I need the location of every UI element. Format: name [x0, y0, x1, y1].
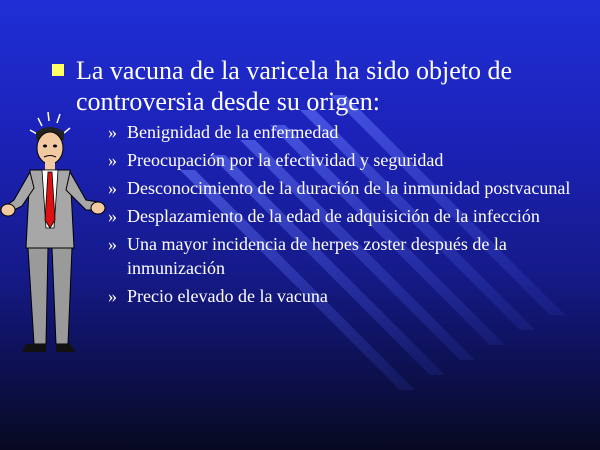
sub-bullet-item — [108, 120, 578, 144]
sub-bullet-item — [108, 204, 578, 228]
sub-bullet-item — [108, 284, 578, 308]
sub-bullet-marker: » — [108, 206, 117, 226]
sub-bullet-item — [108, 148, 578, 172]
sub-bullet-item — [108, 232, 578, 280]
sub-bullet-marker: » — [108, 122, 117, 142]
sub-bullet-text: Desplazamiento de la edad de adquisición de la infección — [127, 206, 540, 226]
sub-bullet-marker: » — [108, 178, 117, 198]
main-bullet-text: La vacuna de la varicela ha sido objeto de controversia desde su origen: — [76, 56, 513, 116]
confused-man-illustration — [0, 108, 110, 368]
sub-bullet-list — [108, 120, 578, 312]
sub-bullet-marker: » — [108, 286, 117, 306]
sub-bullet-text: Precio elevado de la vacuna — [127, 286, 328, 306]
sub-bullet-marker: » — [108, 234, 117, 254]
sub-bullet-text: Desconocimiento de la duración de la inmunidad postvacunal — [127, 178, 571, 198]
sub-bullet-text: Benignidad de la enfermedad — [127, 122, 339, 142]
main-bullet — [52, 55, 582, 117]
sub-bullet-marker: » — [108, 150, 117, 170]
bullet-square-icon — [52, 64, 64, 76]
sub-bullet-text: Preocupación por la efectividad y seguridad — [127, 150, 444, 170]
sub-bullet-item — [108, 176, 578, 200]
sub-bullet-text: Una mayor incidencia de herpes zoster después de la inmunización — [127, 234, 507, 278]
